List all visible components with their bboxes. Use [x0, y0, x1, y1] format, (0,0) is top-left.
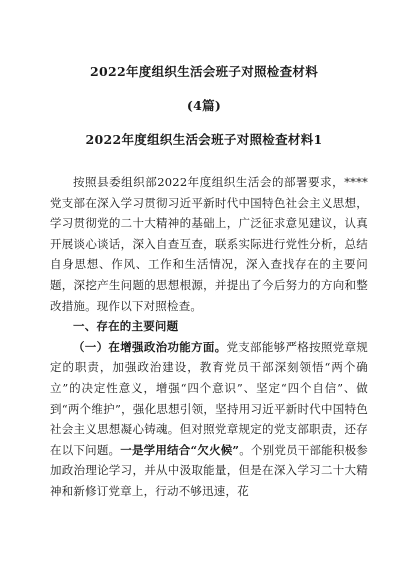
- document-count-note: (4篇): [186, 98, 222, 113]
- intro-paragraph: 按照县委组织部2022年度组织生活会的部署要求，****党支部在深入学习贯彻习近平新时代中国特色社会主义思想，学习贯彻党的二十大精神的基础上，广泛征求意见建议，认真开展谈心谈话，深入自查互查，联系实际进行党性分析，总结自身思想、作风、工作和生活情况，深入查找存在的主要问题，深挖产生问题的思想根源，并提出了今后努力的方向和整改措施。现作以下对照检查。: [50, 175, 368, 313]
- point-heading: 一是学用结合“欠火候”: [120, 442, 240, 457]
- document-subtitle: 2022年度组织生活会班子对照检查材料1: [85, 132, 323, 147]
- point-text: 。个别党员干部能积极参加政治理论学习，并从中汲取能量，但是在深入学习二十大精神和新修订党章上，行动不够迅速，花: [50, 442, 368, 498]
- subsection-heading: （一）在增强政治功能方面。: [73, 339, 227, 354]
- subsection-paragraph: [50, 337, 368, 502]
- section-heading: 一、存在的主要问题: [73, 319, 179, 334]
- document-body: [50, 172, 368, 502]
- document-title: 2022年度组织生活会班子对照检查材料: [90, 64, 318, 79]
- subsection-text: 党支部能够严格按照党章规定的职责，加强政治建设，教育党员干部深刻领悟“两个确立”的决定性意义，增强“四个意识”、坚定“四个自信”、做到“两个维护”，强化思想引领，坚持用习近平新时代中国特色社会主义思想凝心铸魂。但对照党章规定的党支部职责，还存在以下问题。: [50, 339, 368, 457]
